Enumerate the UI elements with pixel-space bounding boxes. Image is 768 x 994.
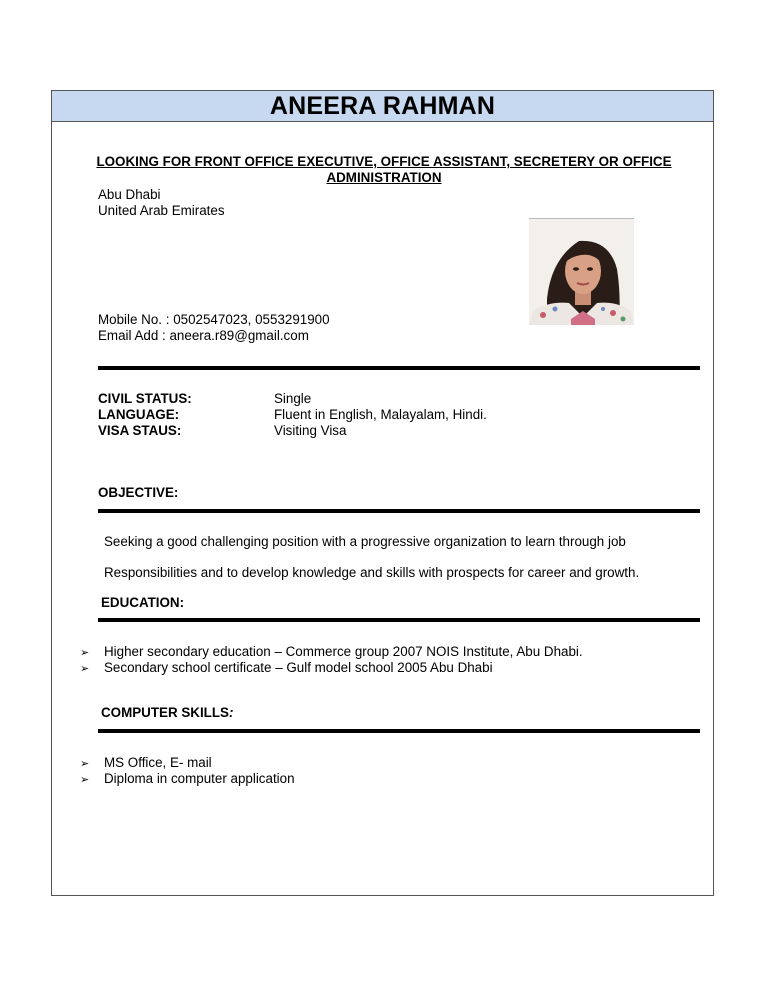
arrow-bullet-icon: ➢ bbox=[80, 758, 90, 770]
list-item bbox=[80, 644, 583, 661]
objective-line-2: Responsibilities and to develop knowledge and skills with prospects for career and growth. bbox=[104, 565, 640, 580]
visa-status-label: VISA STAUS: bbox=[98, 423, 182, 438]
portrait-image bbox=[529, 219, 634, 325]
civil-status-value: Single bbox=[274, 391, 312, 406]
address-city: Abu Dhabi bbox=[98, 187, 161, 202]
email-label: Email Add bbox=[98, 328, 159, 343]
profile-photo bbox=[529, 218, 634, 325]
headline-line-2: ADMINISTRATION bbox=[326, 170, 442, 185]
language-label: LANGUAGE: bbox=[98, 407, 180, 422]
education-item: Secondary school certificate – Gulf model school 2005 Abu Dhabi bbox=[104, 660, 493, 675]
civil-status-label: CIVIL STATUS: bbox=[98, 391, 192, 406]
arrow-bullet-icon: ➢ bbox=[80, 647, 90, 659]
list-item bbox=[80, 771, 295, 788]
objective-line-1: Seeking a good challenging position with a progressive organization to learn through job bbox=[104, 534, 626, 549]
skill-item: MS Office, E- mail bbox=[104, 755, 212, 770]
education-item: Higher secondary education – Commerce group 2007 NOIS Institute, Abu Dhabi. bbox=[104, 644, 583, 659]
skill-item: Diploma in computer application bbox=[104, 771, 295, 786]
headline-line-1: LOOKING FOR FRONT OFFICE EXECUTIVE, OFFICE ASSISTANT, SECRETERY OR OFFICE bbox=[96, 154, 672, 169]
computer-skills-heading bbox=[101, 705, 233, 721]
computer-skills-heading-colon: : bbox=[228, 705, 234, 720]
language-value: Fluent in English, Malayalam, Hindi. bbox=[274, 407, 487, 422]
arrow-bullet-icon: ➢ bbox=[80, 663, 90, 675]
section-divider bbox=[98, 729, 700, 733]
visa-status-value: Visiting Visa bbox=[274, 423, 347, 438]
mobile-line bbox=[98, 312, 330, 328]
job-headline bbox=[66, 154, 702, 186]
list-item bbox=[80, 660, 493, 677]
candidate-name: ANEERA RAHMAN bbox=[269, 92, 496, 120]
name-banner bbox=[52, 91, 713, 122]
list-item bbox=[80, 755, 212, 772]
resume-page bbox=[51, 90, 714, 896]
objective-heading: OBJECTIVE: bbox=[98, 485, 179, 500]
mobile-label: Mobile No. bbox=[98, 312, 163, 327]
computer-skills-heading-text: COMPUTER SKILLS bbox=[101, 705, 229, 720]
arrow-bullet-icon: ➢ bbox=[80, 774, 90, 786]
section-divider bbox=[98, 366, 700, 370]
section-divider bbox=[98, 618, 700, 622]
email-line bbox=[98, 328, 309, 344]
education-heading: EDUCATION: bbox=[101, 595, 185, 610]
mobile-value: : 0502547023, 0553291900 bbox=[165, 312, 330, 327]
email-value: : aneera.r89@gmail.com bbox=[162, 328, 309, 343]
address-country: United Arab Emirates bbox=[98, 203, 225, 218]
section-divider bbox=[98, 509, 700, 513]
